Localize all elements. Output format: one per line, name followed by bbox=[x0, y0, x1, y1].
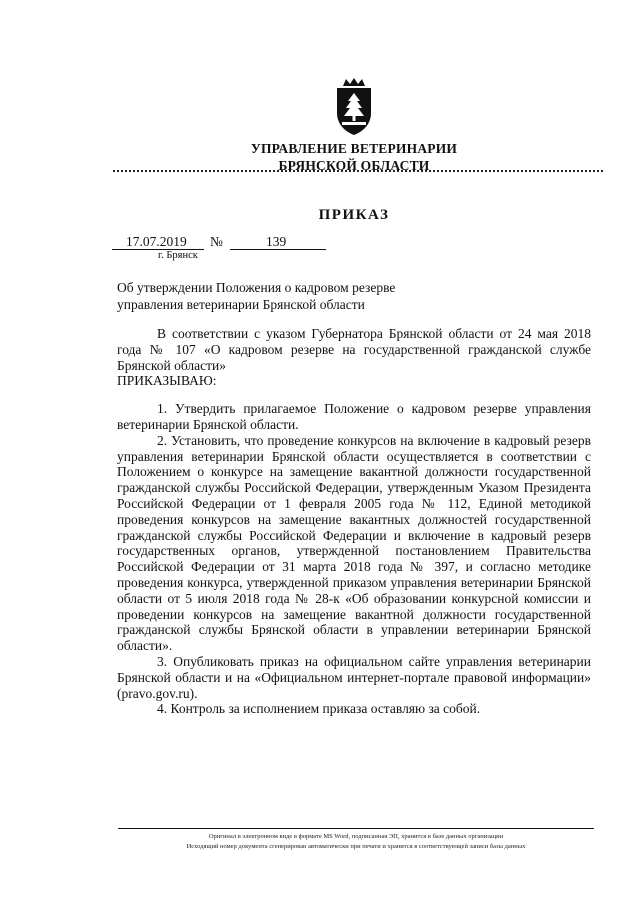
header-dotted-divider bbox=[113, 170, 603, 172]
footer-note bbox=[118, 832, 594, 852]
number-sign: № bbox=[210, 234, 223, 249]
subject-line2: управления ветеринарии Брянской области bbox=[117, 297, 365, 312]
organization-name-line2: БРЯНСКОЙ ОБЛАСТИ bbox=[278, 158, 430, 173]
order-word: ПРИКАЗЫВАЮ: bbox=[117, 373, 217, 389]
subject-line1: Об утверждении Положения о кадровом резерве bbox=[117, 280, 396, 295]
document-city: г. Брянск bbox=[158, 250, 198, 261]
document-body bbox=[117, 326, 591, 717]
organization-name bbox=[0, 140, 640, 174]
document-subject bbox=[117, 279, 447, 313]
preamble-paragraph: В соответствии с указом Губернатора Брянской области от 24 мая 2018 года № 107 «О кадровом резерве на государственной гражданской службе Брянской области» bbox=[117, 326, 591, 373]
organization-name-line1: УПРАВЛЕНИЕ ВЕТЕРИНАРИИ bbox=[250, 141, 458, 156]
footer-line2: Исходящий номер документа сгенерирован автоматически при печати и хранится в соответствующей записи базы данных bbox=[186, 843, 526, 850]
document-number: 139 bbox=[230, 234, 326, 250]
document-date: 17.07.2019 bbox=[112, 234, 204, 250]
order-item-2: 2. Установить, что проведение конкурсов на включение в кадровый резерв управления ветеринарии Брянской области осуществляется в соответствии с Положением о конкурсе на замещение вакантной должности государственной гражданской службы Российской Федерации, утвержденным Указом Президента Российской Федерации от 1 февраля 2005 года № 112, Единой методикой проведения конкурсов на замещение вакантных должностей государственной гражданской службы Российской Федерации и включение в кадровый резерв государственных органов, утвержденной постановлением Правительства Российской Федерации от 31 марта 2018 года № 397, и согласно методике проведения конкурса, утвержденной приказом управления ветеринарии Брянской области от 5 июля 2018 года № 28-к «Об образовании конкурсной комиссии и проведении конкурсов на замещение вакантной должности государственной гражданской службы Брянской области в управлении ветеринарии Брянской области». bbox=[117, 432, 591, 654]
bryansk-coat-of-arms-icon bbox=[329, 77, 379, 137]
order-item-3: 3. Опубликовать приказ на официальном сайте управления ветеринарии Брянской области и на «Официальном интернет-портале правовой информации» (pravo.gov.ru). bbox=[117, 653, 591, 701]
footer-divider bbox=[118, 828, 594, 829]
order-item-4: 4. Контроль за исполнением приказа оставляю за собой. bbox=[157, 701, 481, 717]
order-item-1: 1. Утвердить прилагаемое Положение о кадровом резерве управления ветеринарии Брянской области. bbox=[117, 401, 591, 432]
document-type-title: ПРИКАЗ bbox=[318, 207, 390, 223]
footer-line1: Оригинал в электронном виде в формате MS Word, подписанная ЭП, хранится в базе данных организации bbox=[208, 833, 504, 840]
